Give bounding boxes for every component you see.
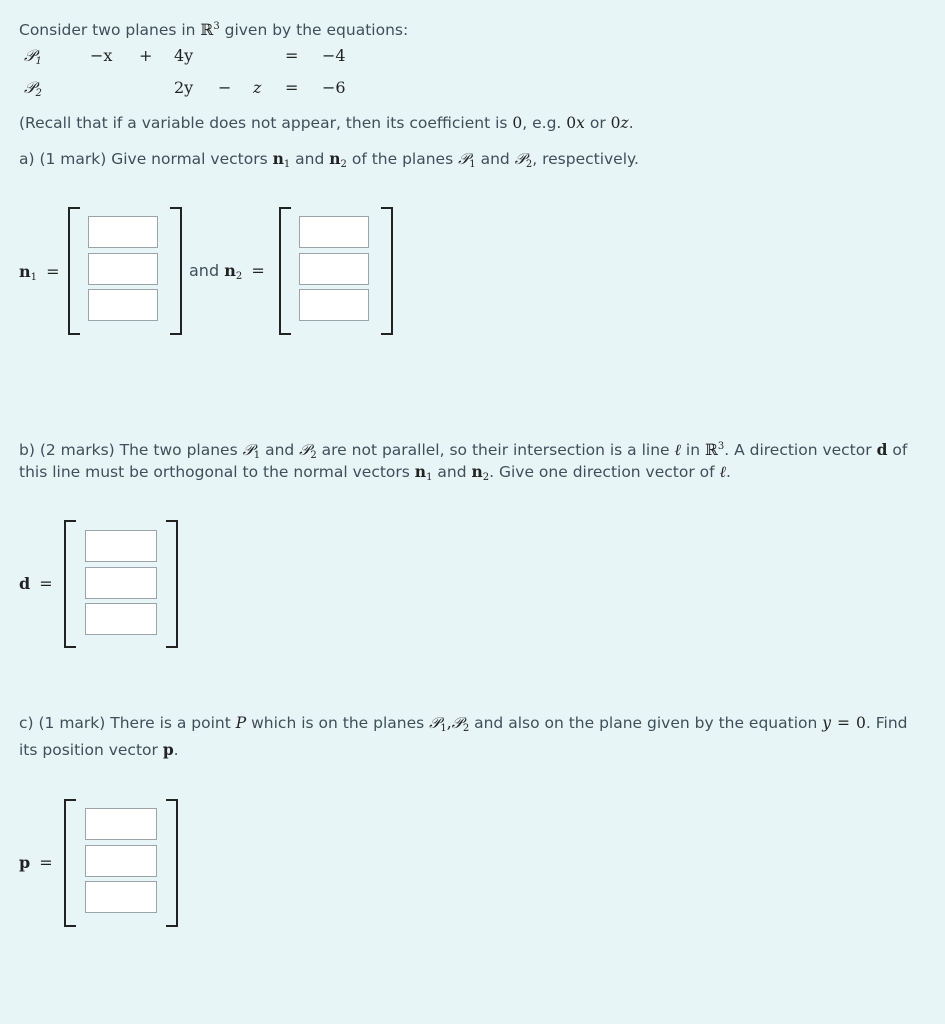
math-p: p xyxy=(19,853,31,872)
recall-note xyxy=(19,111,634,136)
and-text: and xyxy=(189,261,220,280)
equals-sign: = xyxy=(837,714,851,732)
subscript: 1 xyxy=(30,272,38,283)
equals-sign: = xyxy=(285,46,299,65)
prompt-text: its position vector xyxy=(19,741,163,759)
plane-symbol: 𝒫 xyxy=(24,78,36,97)
plane-symbol: 𝒫 xyxy=(429,714,441,732)
d-input-2[interactable] xyxy=(85,567,157,599)
math-p: p xyxy=(162,740,174,759)
y-term: 4y xyxy=(174,46,194,65)
math-zero: 0 xyxy=(566,114,577,132)
prompt-text: and xyxy=(475,150,515,168)
line-symbol: ℓ xyxy=(719,463,726,481)
subscript: 1 xyxy=(253,450,261,461)
y-term: 2y xyxy=(174,78,194,97)
subscript: 2 xyxy=(482,472,490,483)
prompt-text: c) (1 mark) There is a point xyxy=(19,714,236,732)
prompt-text: . A direction vector xyxy=(724,441,877,459)
equals-sign: = xyxy=(251,261,265,280)
x-term: −x xyxy=(90,46,113,65)
prompt-text: and xyxy=(432,463,472,481)
prompt-text: which is on the planes xyxy=(246,714,430,732)
subscript: 1 xyxy=(469,159,476,170)
prompt-text: of the planes xyxy=(346,150,459,168)
math-zero: 0 xyxy=(512,114,523,132)
prompt-text: . Give one direction vector of xyxy=(489,463,720,481)
equation-row-1 xyxy=(0,46,945,71)
equals-sign: = xyxy=(285,78,299,97)
n1-input-2[interactable] xyxy=(88,253,158,285)
p-input-1[interactable] xyxy=(85,808,157,840)
math-n: n xyxy=(329,149,341,168)
intro-text xyxy=(19,14,408,43)
rhs-value: −6 xyxy=(322,78,346,97)
plane-label xyxy=(24,78,42,99)
operator: + xyxy=(139,46,153,65)
prompt-text: b) (2 marks) The two planes xyxy=(19,441,243,459)
rhs-value: −4 xyxy=(322,46,346,65)
left-bracket xyxy=(64,799,76,927)
recall-text: or xyxy=(584,114,611,132)
prompt-text: and also on the plane given by the equation xyxy=(469,714,823,732)
intro-text-part: given by the equations: xyxy=(219,21,409,39)
part-c-prompt-line-2 xyxy=(19,737,179,763)
subscript: 1 xyxy=(440,723,447,734)
n2-label xyxy=(189,261,265,282)
set-letter: ℝ xyxy=(704,441,718,459)
part-b-prompt-line-2 xyxy=(19,459,731,490)
math-n: n xyxy=(272,149,284,168)
left-bracket xyxy=(68,207,80,335)
plane-subscript: 1 xyxy=(35,56,42,67)
plane-symbol: 𝒫 xyxy=(458,150,470,168)
plane-symbol: 𝒫 xyxy=(299,441,311,459)
plane-symbol: 𝒫 xyxy=(451,714,463,732)
n2-input-3[interactable] xyxy=(299,289,369,321)
p-input-3[interactable] xyxy=(85,881,157,913)
prompt-text: of xyxy=(887,441,908,459)
math-var: x xyxy=(576,114,585,132)
subscript: 2 xyxy=(462,723,470,734)
subscript: 2 xyxy=(310,450,317,461)
math-var: y xyxy=(822,714,832,732)
comma: , xyxy=(446,714,452,732)
prompt-text: . xyxy=(173,741,179,759)
p-input-2[interactable] xyxy=(85,845,157,877)
subscript: 2 xyxy=(235,271,243,282)
n1-input-3[interactable] xyxy=(88,289,158,321)
equation-row-2 xyxy=(0,78,945,103)
plane-label xyxy=(24,46,42,67)
prompt-text: this line must be orthogonal to the normal vectors xyxy=(19,463,415,481)
subscript: 1 xyxy=(283,159,291,170)
prompt-text: and xyxy=(260,441,300,459)
d-label xyxy=(19,574,53,593)
recall-text: , e.g. xyxy=(522,114,567,132)
equals-sign: = xyxy=(46,262,60,281)
equals-sign: = xyxy=(39,574,53,593)
prompt-text: , respectively. xyxy=(532,150,639,168)
math-zero: 0 xyxy=(856,714,866,732)
right-bracket xyxy=(170,207,182,335)
prompt-text: and xyxy=(290,150,330,168)
prompt-text: a) (1 mark) Give normal vectors xyxy=(19,150,273,168)
prompt-text: . xyxy=(725,463,731,481)
plane-symbol: 𝒫 xyxy=(514,150,526,168)
n1-label xyxy=(19,262,60,283)
d-input-3[interactable] xyxy=(85,603,157,635)
n2-input-2[interactable] xyxy=(299,253,369,285)
p-label xyxy=(19,853,53,872)
operator: − xyxy=(218,78,232,97)
right-bracket xyxy=(381,207,393,335)
recall-text: . xyxy=(628,114,634,132)
n1-input-1[interactable] xyxy=(88,216,158,248)
math-n: n xyxy=(19,262,31,281)
prompt-text: in xyxy=(680,441,705,459)
subscript: 2 xyxy=(340,159,347,170)
recall-text: (Recall that if a variable does not appear, then its coefficient is xyxy=(19,114,513,132)
plane-symbol: 𝒫 xyxy=(24,46,36,65)
left-bracket xyxy=(279,207,291,335)
set-symbol xyxy=(200,21,219,39)
set-letter: ℝ xyxy=(200,21,214,39)
math-zero: 0 xyxy=(610,114,621,132)
prompt-text: . Find xyxy=(865,714,908,732)
equals-sign: = xyxy=(39,853,53,872)
math-d: d xyxy=(876,440,888,459)
line-symbol: ℓ xyxy=(674,441,681,459)
intro-text-part: Consider two planes in xyxy=(19,21,201,39)
subscript: 2 xyxy=(525,159,533,170)
left-bracket xyxy=(64,520,76,648)
point-symbol: P xyxy=(235,714,247,732)
subscript: 1 xyxy=(426,472,433,483)
part-a-prompt xyxy=(19,146,639,177)
n2-input-1[interactable] xyxy=(299,216,369,248)
math-n: n xyxy=(414,462,427,481)
math-n: n xyxy=(224,261,236,280)
math-n: n xyxy=(471,462,483,481)
right-bracket xyxy=(166,799,178,927)
prompt-text: are not parallel, so their intersection is a line xyxy=(316,441,675,459)
set-exponent: 3 xyxy=(717,441,725,452)
math-var: z xyxy=(620,114,629,132)
plane-subscript: 2 xyxy=(35,88,42,99)
z-term: z xyxy=(253,78,262,97)
d-input-1[interactable] xyxy=(85,530,157,562)
set-exponent: 3 xyxy=(213,21,220,32)
right-bracket xyxy=(166,520,178,648)
math-d: d xyxy=(19,574,31,593)
plane-symbol: 𝒫 xyxy=(242,441,254,459)
